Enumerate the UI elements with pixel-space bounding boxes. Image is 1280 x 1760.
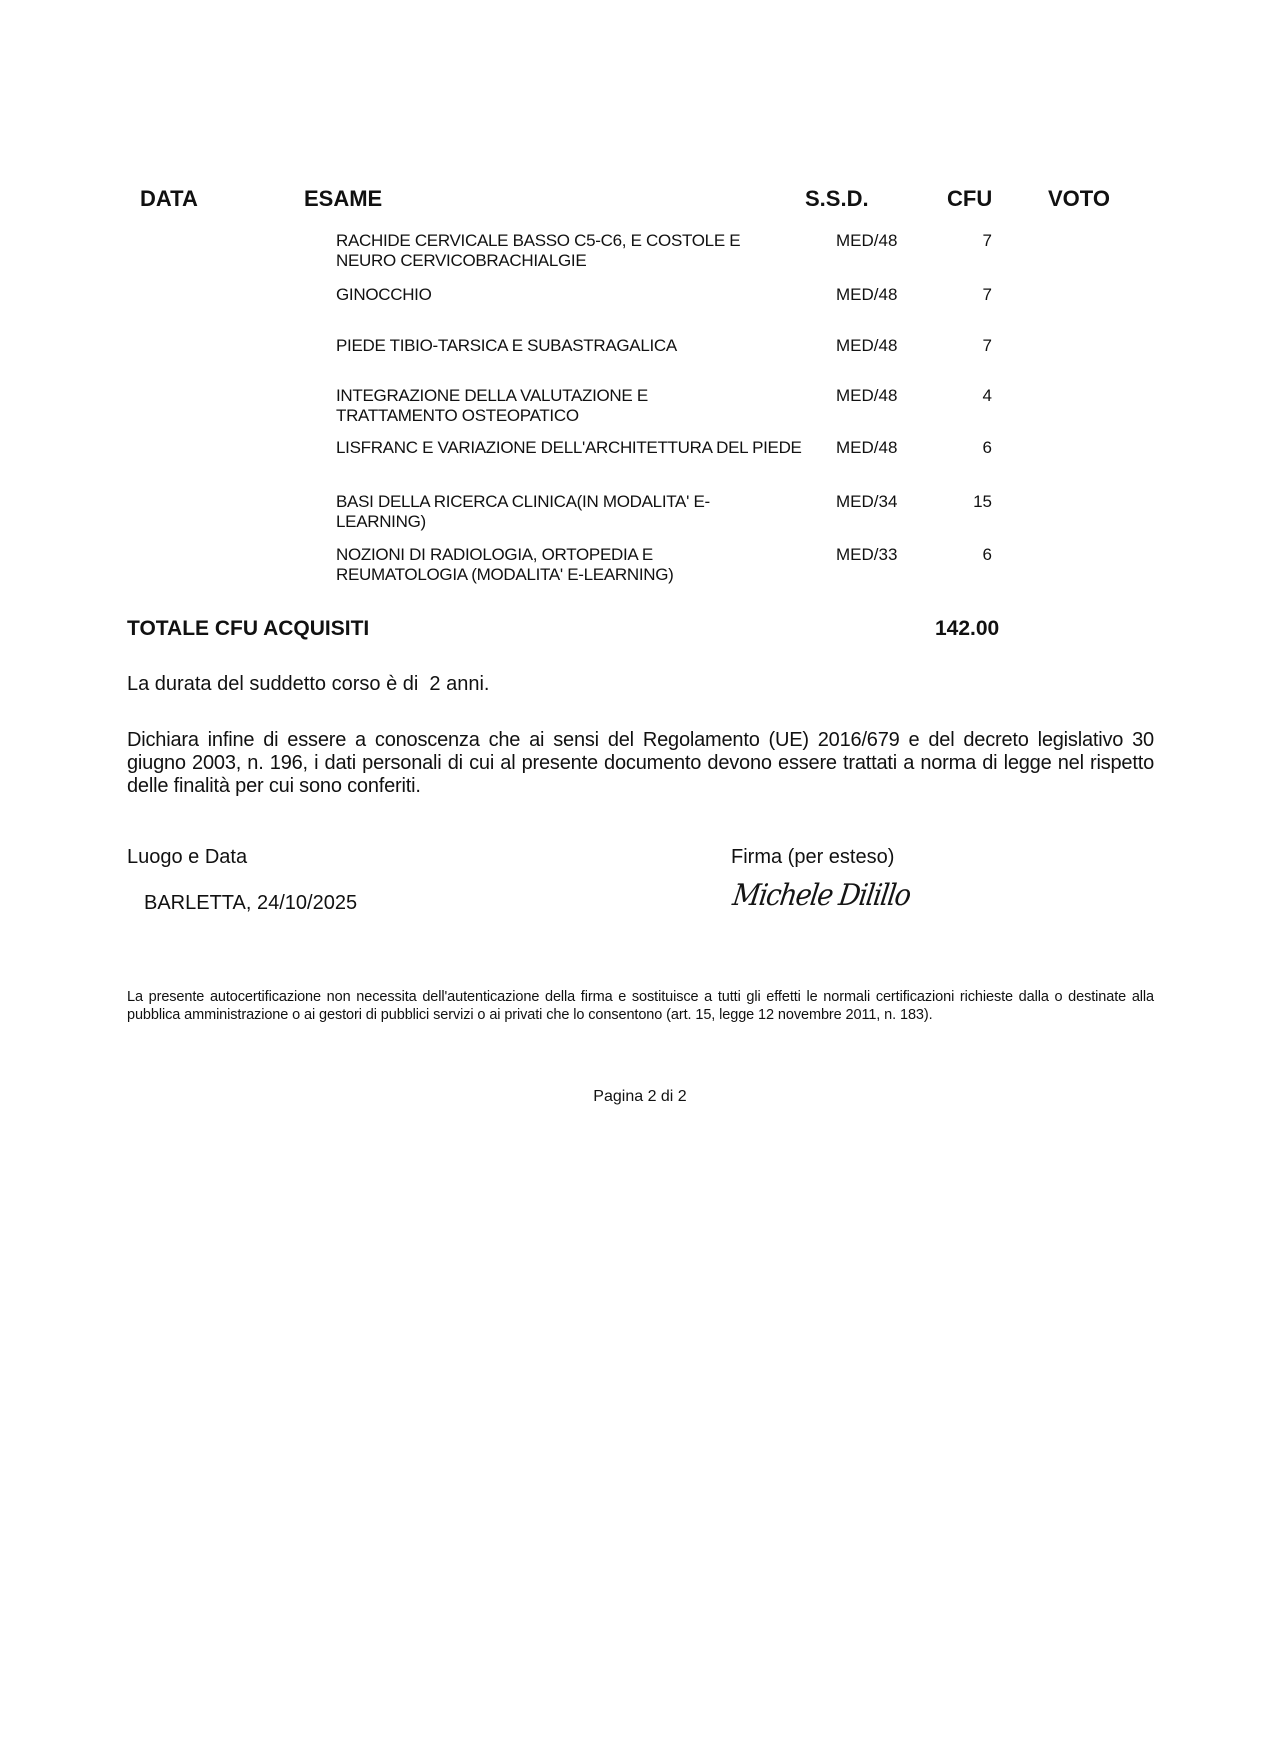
exam-ssd: MED/48: [836, 336, 898, 355]
exam-cfu: 7: [982, 285, 992, 304]
exam-cfu: 7: [982, 231, 992, 250]
exam-name: PIEDE TIBIO-TARSICA E SUBASTRAGALICA: [336, 336, 677, 355]
header-cfu: CFU: [947, 186, 993, 211]
total-value: 142.00: [935, 617, 1000, 640]
header-data: DATA: [140, 186, 198, 211]
exam-cfu: 6: [982, 438, 992, 457]
duration-text: La durata del suddetto corso è di 2 anni.: [127, 673, 490, 695]
header-ssd: S.S.D.: [805, 186, 869, 211]
exam-cfu: 4: [982, 386, 992, 405]
exam-ssd: MED/48: [836, 438, 898, 457]
privacy-declaration: Dichiara infine di essere a conoscenza che ai sensi del Regolamento (UE) 2016/679 e del decreto legislativo 30 giugno 2003, n. 196, i dati personali di cui al presente documento devono essere trattati a norma di legge nel rispetto delle finalità per cui sono conferiti.: [127, 729, 1154, 797]
exam-ssd: MED/33: [836, 545, 898, 564]
header-esame: ESAME: [304, 186, 383, 211]
header-voto: VOTO: [1048, 186, 1110, 211]
signature-label: Firma (per esteso): [731, 846, 895, 868]
exam-name: INTEGRAZIONE DELLA VALUTAZIONE E TRATTAMENTO OSTEOPATICO: [336, 386, 648, 425]
exam-name: GINOCCHIO: [336, 285, 432, 304]
exam-ssd: MED/48: [836, 231, 898, 250]
handwritten-signature: Michele Dilillo: [730, 878, 912, 913]
exam-cfu: 7: [982, 336, 992, 355]
exam-cfu: 6: [982, 545, 992, 564]
exam-ssd: MED/48: [836, 386, 898, 405]
exam-ssd: MED/34: [836, 492, 898, 511]
self-certification-footnote: La presente autocertificazione non necessita dell'autenticazione della firma e sostituisce a tutti gli effetti le normali certificazioni richieste dalla o destinate alla pubblica amministrazione o ai gestori di pubblici servizi o ai privati che lo consentono (art. 15, legge 12 novembre 2011, n. 183).: [127, 989, 1154, 1023]
exam-name: NOZIONI DI RADIOLOGIA, ORTOPEDIA E REUMATOLOGIA (MODALITA' E-LEARNING): [336, 545, 674, 584]
exam-ssd: MED/48: [836, 285, 898, 304]
exam-name: RACHIDE CERVICALE BASSO C5-C6, E COSTOLE E NEURO CERVICOBRACHIALGIE: [336, 231, 741, 270]
exam-name: LISFRANC E VARIAZIONE DELL'ARCHITETTURA DEL PIEDE: [336, 438, 802, 457]
place-date-label: Luogo e Data: [127, 846, 248, 868]
page-number: Pagina 2 di 2: [593, 1088, 687, 1105]
exam-cfu: 15: [973, 492, 992, 511]
place-date-value: BARLETTA, 24/10/2025: [144, 892, 358, 914]
total-label: TOTALE CFU ACQUISITI: [127, 617, 370, 640]
exam-name: BASI DELLA RICERCA CLINICA(IN MODALITA' E-LEARNING): [336, 492, 710, 531]
